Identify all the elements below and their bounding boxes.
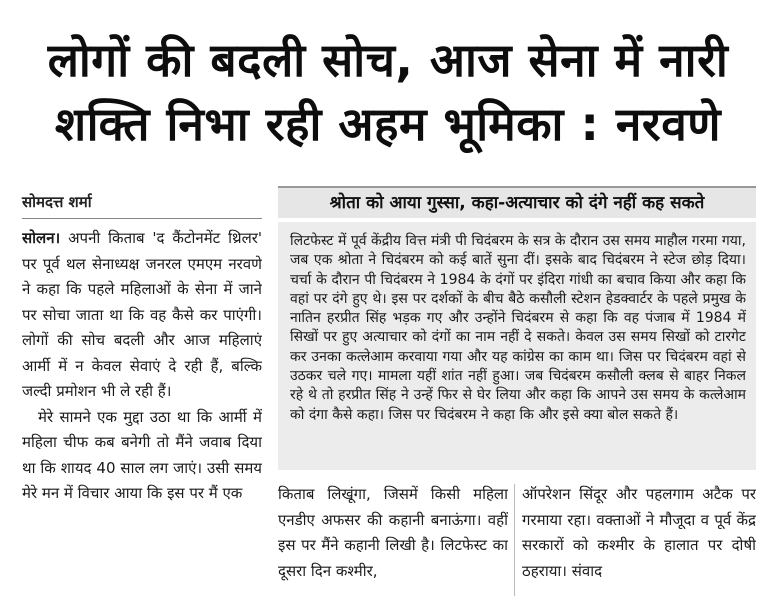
byline: सोमदत्त शर्मा [22,193,92,211]
article-column-right [522,482,756,598]
headline [0,28,776,156]
headline-line-1: लोगों की बदली सोच, आज सेना में नारी [47,33,729,87]
article-column-left [22,226,262,598]
dateline: सोलन। [22,229,61,247]
sidebar-text: लिटफेस्ट में पूर्व केंद्रीय वित्त मंत्री पी चिदंबरम के सत्र के दौरान उस समय माहौल गरमा गया, जब एक श्रोता ने चिदंबरम को कई बातें सुना दीं। इसके बाद चिदंबरम ने स्टेज छोड़ दिया। चर्चा के दौरान पी चिदंबरम ने 1984 के दंगों पर इंदिरा गांधी का बचाव किया और कहा कि वहां पर दंगे हुए थे। इस पर दर्शकों के बीच बैठे कसौली स्टेशन हेडक्वार्टर के पहले प्रमुख के नातिन हरप्रीत सिंह भड़क गए और उन्होंने चिदंबरम से कहा कि वह पंजाब में 1984 में सिखों पर हुए अत्याचार को दंगों का नाम नहीं दे सकते। केवल उस समय सिखों को टारगेट कर उनका कत्लेआम करवाया गया और यह कांग्रेस का काम था। जिस पर चिदंबरम वहां से उठकर चले गए। मामला यहीं शांत नहीं हुआ। जब चिदंबरम कसौली क्लब से बाहर निकल रहे थे तो हरप्रीत सिंह ने उन्हें फिर से घेर लिया और कहा कि आपने उस समय के कत्लेआम को दंगा कैसे कहा। जिस पर चिदंबरम ने कहा कि और इसे क्या बोल सकते हैं। [290,233,746,423]
article-paragraph-1-text: अपनी किताब 'द कैंटोनमेंट थ्रिलर' पर पूर्व थल सेनाध्यक्ष जनरल एमएम नरवणे ने कहा कि पहले महिलाओं के सेना में जाने पर सोचा जाता था कि वह कैसे कर पाएंगी। लोगों की सोच बदली और आज महिलाएं आर्मी में न केवल सेवाएं दे रही हैं, बल्कि जल्दी प्रमोशन भी ले रही हैं। [22,229,262,400]
article-column-middle [278,482,508,598]
headline-line-2: शक्ति निभा रही अहम भूमिका : नरवणे [54,97,722,151]
article-paragraph-4: ऑपरेशन सिंदूर और पहलगाम अटैक पर गरमाया रहा। वक्ताओं ने मौजूदा व पूर्व केंद्र सरकारों को कश्मीर के हालात पर दोषी ठहराया। संवाद [522,485,756,580]
sidebar-title: श्रोता को आया गुस्सा, कहा-अत्याचार को दंगे नहीं कह सकते [278,186,756,218]
article-paragraph-3: किताब लिखूंगा, जिसमें किसी महिला एनडीए अफसर की कहानी बनाऊंगा। वहीं इस पर मैंने कहानी लिखी है। लिटफेस्ट का दूसरा दिन कश्मीर, [278,485,508,580]
article-paragraph-1 [22,226,262,405]
byline-rule [22,218,262,219]
column-divider [514,484,515,596]
article-paragraph-2: मेरे सामने एक मुद्दा उठा था कि आर्मी में महिला चीफ कब बनेगी तो मैंने जवाब दिया था कि शायद 40 साल लग जाएं। उसी समय मेरे मन में विचार आया कि इस पर मैं एक [22,407,262,502]
